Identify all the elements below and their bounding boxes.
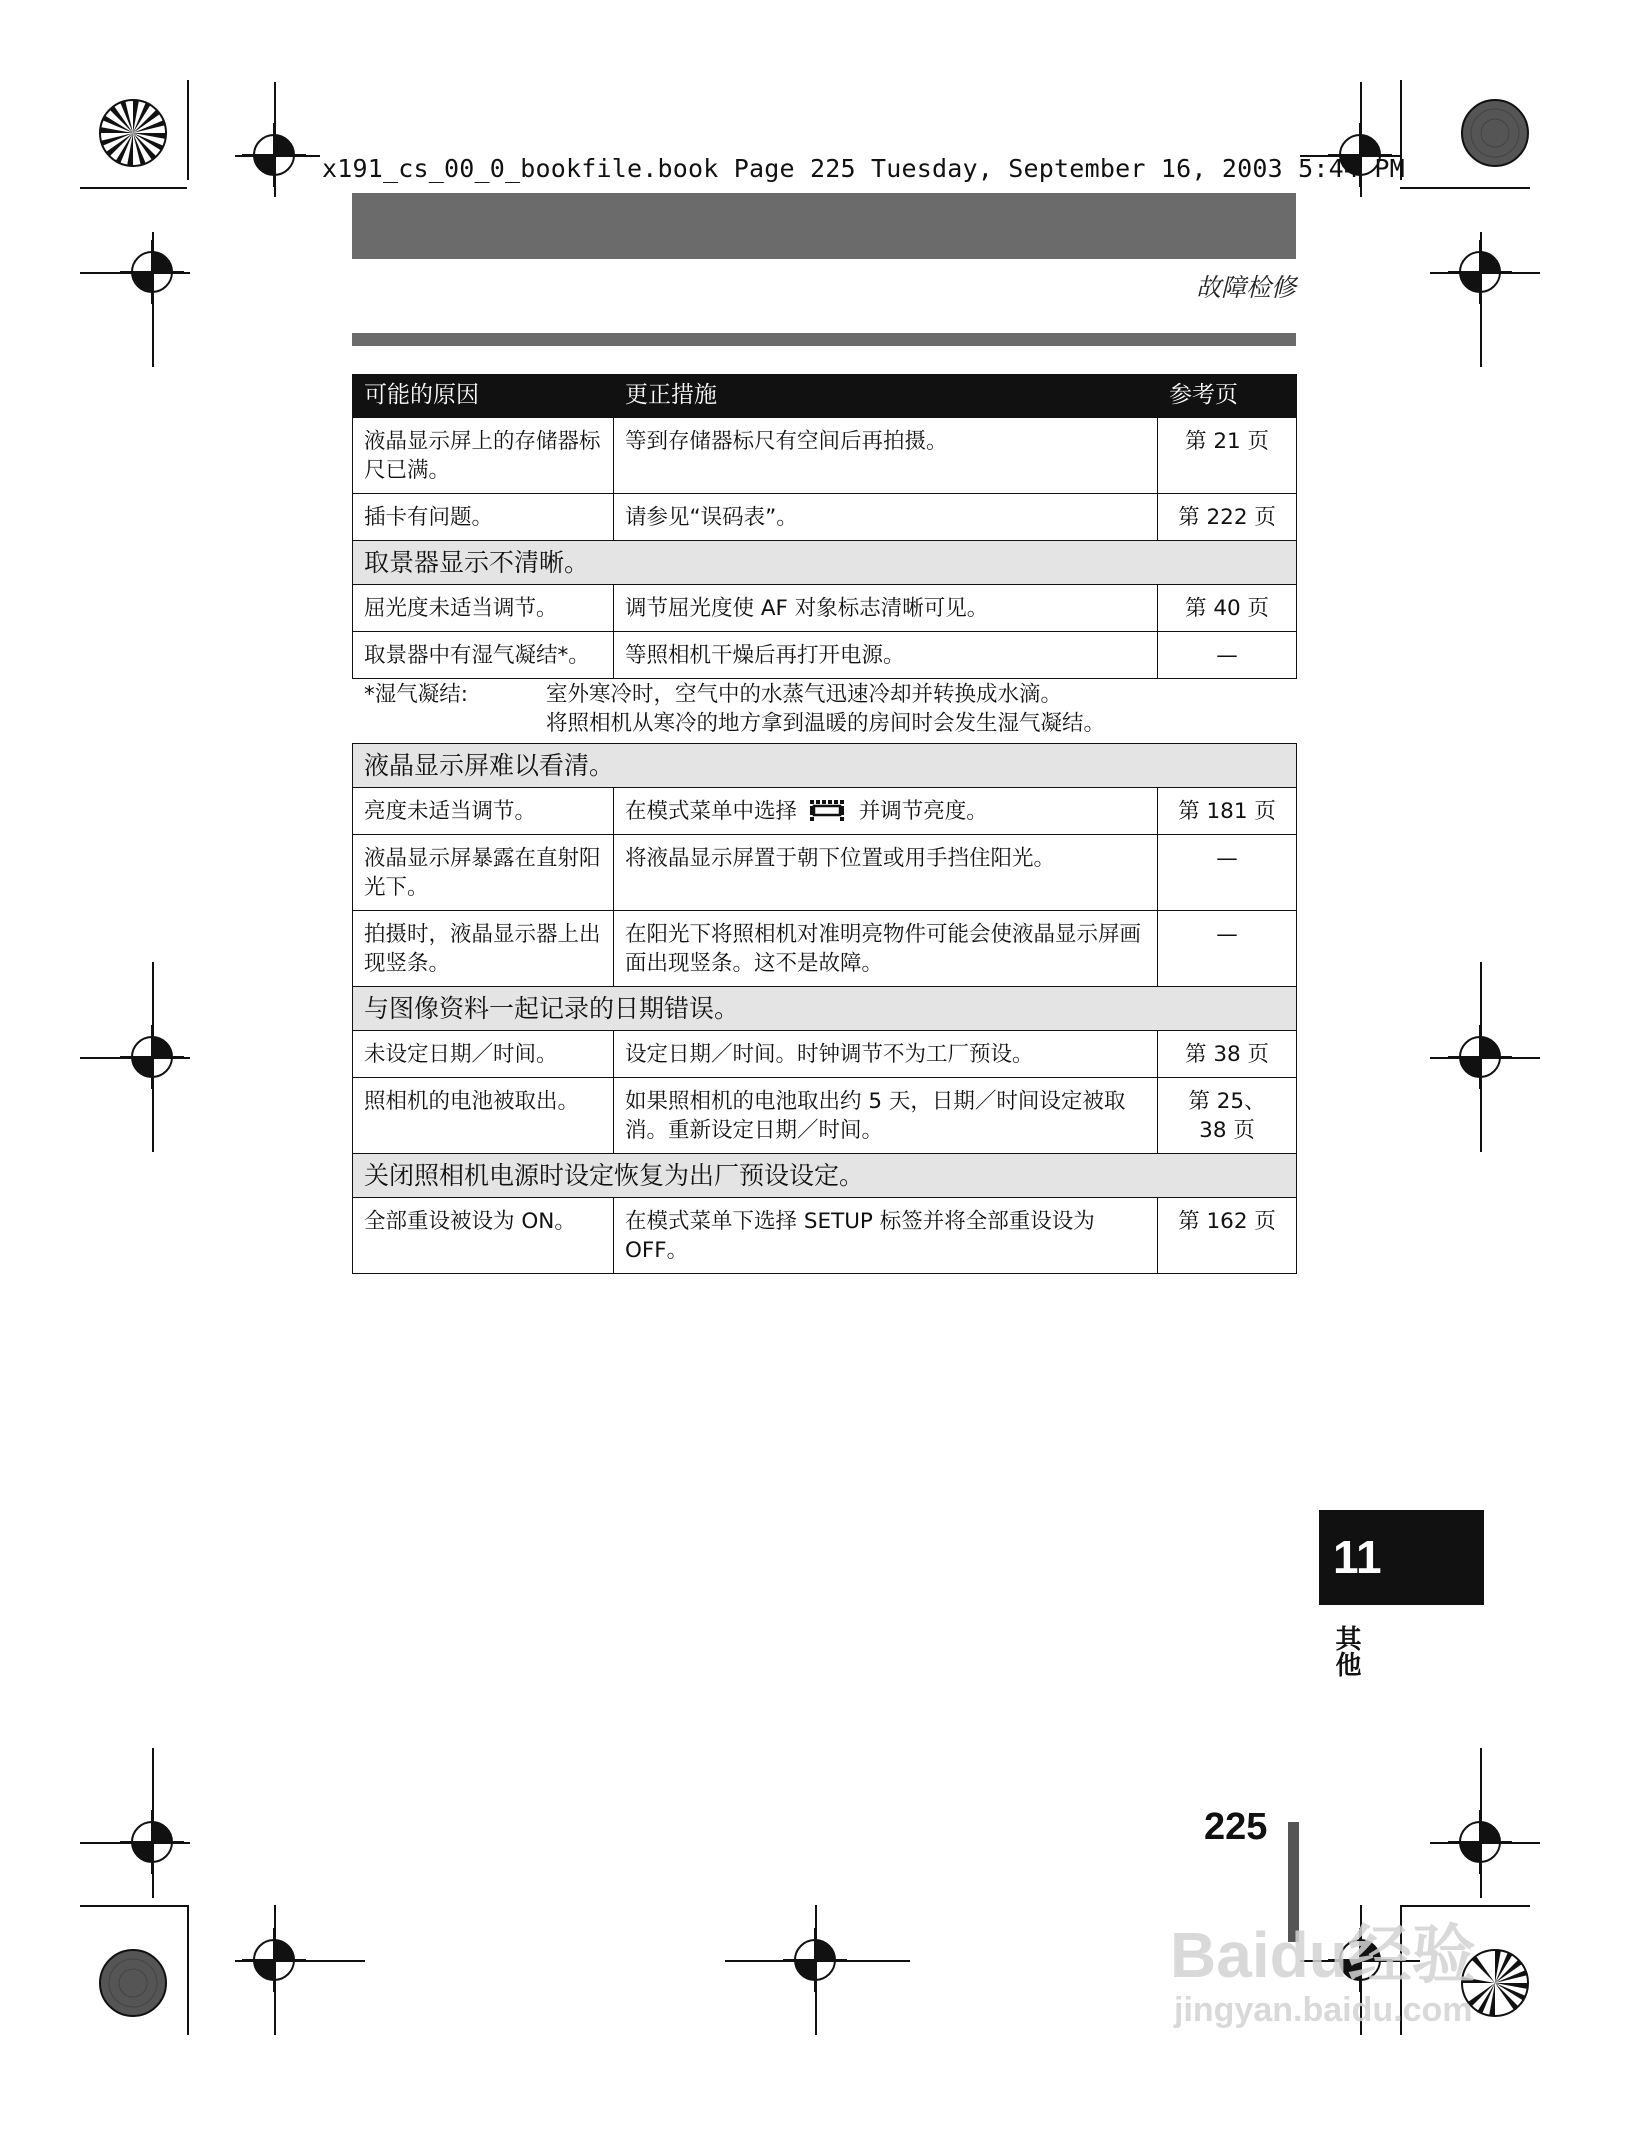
registration-mark-icon <box>242 123 306 187</box>
registration-mark-icon <box>783 1928 847 1992</box>
condensation-note-label: *湿气凝结: <box>364 682 468 707</box>
page-ref-cell: 第 38 页 <box>1158 1031 1297 1078</box>
category-row <box>353 987 1297 1031</box>
table-row <box>353 835 1297 911</box>
lcd-brightness-icon <box>808 799 848 821</box>
action-cell: 等到存储器标尺有空间后再拍摄。 <box>614 418 1158 494</box>
action-cell: 请参见“误码表”。 <box>614 494 1158 541</box>
cause-cell: 插卡有问题。 <box>353 494 614 541</box>
action-cell: 设定日期／时间。时钟调节不为工厂预设。 <box>614 1031 1158 1078</box>
troubleshooting-table-continued <box>352 743 1297 1274</box>
troubleshooting-table <box>352 374 1297 679</box>
page-ref-cell: 第 181 页 <box>1158 788 1297 835</box>
registration-mark-icon <box>120 1025 184 1089</box>
registration-mark-icon <box>242 1928 306 1992</box>
baidu-watermark <box>1170 1920 1476 2030</box>
action-cell: 如果照相机的电池取出约 5 天，日期／时间设定被取消。重新设定日期／时间。 <box>614 1078 1158 1154</box>
page-number: 225 <box>1204 1806 1268 1848</box>
table-row <box>353 418 1297 494</box>
cause-cell: 屈光度未适当调节。 <box>353 585 614 632</box>
chapter-number-tab: 11 <box>1319 1510 1484 1605</box>
action-cell: 在模式菜单下选择 SETUP 标签并将全部重设设为 OFF。 <box>614 1198 1158 1274</box>
page-ref-cell: 第 222 页 <box>1158 494 1297 541</box>
watermark-line1: Baidu经验 <box>1170 1919 1476 1991</box>
grey-target-icon <box>1460 98 1530 168</box>
file-info-line: x191_cs_00_0_bookfile.book Page 225 Tuesday, September 16, 2003 5:44 PM <box>322 154 1405 183</box>
category-row <box>353 1154 1297 1198</box>
action-cell: 在阳光下将照相机对准明亮物件可能会使液晶显示屏画面出现竖条。这不是故障。 <box>614 911 1158 987</box>
registration-mark-icon <box>120 1810 184 1874</box>
table-row <box>353 1031 1297 1078</box>
column-header-page: 参考页 <box>1158 375 1297 418</box>
column-header-action: 更正措施 <box>614 375 1158 418</box>
header-band <box>352 193 1296 259</box>
registration-mark-icon <box>1448 240 1512 304</box>
page-ref-cell: — <box>1158 632 1297 679</box>
category-lcd: 液晶显示屏难以看清。 <box>353 744 1297 788</box>
cause-cell: 全部重设被设为 ON。 <box>353 1198 614 1274</box>
action-cell <box>614 788 1158 835</box>
column-header-cause: 可能的原因 <box>353 375 614 418</box>
action-text-post: 并调节亮度。 <box>858 799 988 824</box>
category-reset: 关闭照相机电源时设定恢复为出厂预设设定。 <box>353 1154 1297 1198</box>
table-header-row <box>353 375 1297 418</box>
watermark-line2: jingyan.baidu.com <box>1174 1991 1473 2029</box>
condensation-note-line2: 将照相机从寒冷的地方拿到温暖的房间时会发生湿气凝结。 <box>546 711 1106 736</box>
page-ref-line2: 38 页 <box>1199 1118 1255 1143</box>
category-row <box>353 541 1297 585</box>
table-row <box>353 911 1297 987</box>
category-date: 与图像资料一起记录的日期错误。 <box>353 987 1297 1031</box>
page-ref-cell: 第 162 页 <box>1158 1198 1297 1274</box>
condensation-note-line1: 室外寒冷时，空气中的水蒸气迅速冷却并转换成水滴。 <box>546 682 1063 707</box>
table-row <box>353 585 1297 632</box>
cause-cell: 液晶显示屏上的存储器标尺已满。 <box>353 418 614 494</box>
header-rule <box>352 333 1296 346</box>
action-cell: 将液晶显示屏置于朝下位置或用手挡住阳光。 <box>614 835 1158 911</box>
page-ref-cell: — <box>1158 911 1297 987</box>
action-text-pre: 在模式菜单中选择 <box>625 799 798 824</box>
page-ref-cell: 第 21 页 <box>1158 418 1297 494</box>
table-row <box>353 788 1297 835</box>
page-ref-cell: 第 40 页 <box>1158 585 1297 632</box>
action-cell: 调节屈光度使 AF 对象标志清晰可见。 <box>614 585 1158 632</box>
registration-mark-icon <box>120 240 184 304</box>
cause-cell: 亮度未适当调节。 <box>353 788 614 835</box>
table-row <box>353 1078 1297 1154</box>
table-row <box>353 1198 1297 1274</box>
registration-mark-icon <box>1448 1810 1512 1874</box>
section-title: 故障检修 <box>1195 273 1296 302</box>
action-cell: 等照相机干燥后再打开电源。 <box>614 632 1158 679</box>
table-row <box>353 632 1297 679</box>
cause-cell: 液晶显示屏暴露在直射阳光下。 <box>353 835 614 911</box>
cause-cell: 拍摄时，液晶显示器上出现竖条。 <box>353 911 614 987</box>
cause-cell: 未设定日期／时间。 <box>353 1031 614 1078</box>
category-viewfinder: 取景器显示不清晰。 <box>353 541 1297 585</box>
page-ref-cell <box>1158 1078 1297 1154</box>
registration-mark-icon <box>1448 1025 1512 1089</box>
category-row <box>353 744 1297 788</box>
starburst-target-icon <box>98 98 168 168</box>
cause-cell: 取景器中有湿气凝结*。 <box>353 632 614 679</box>
cause-cell: 照相机的电池被取出。 <box>353 1078 614 1154</box>
grey-target-icon <box>98 1948 168 2018</box>
page-ref-line1: 第 25、 <box>1188 1089 1266 1114</box>
page-ref-cell: — <box>1158 835 1297 911</box>
chapter-name: 其他 <box>1331 1625 1361 1677</box>
table-row <box>353 494 1297 541</box>
